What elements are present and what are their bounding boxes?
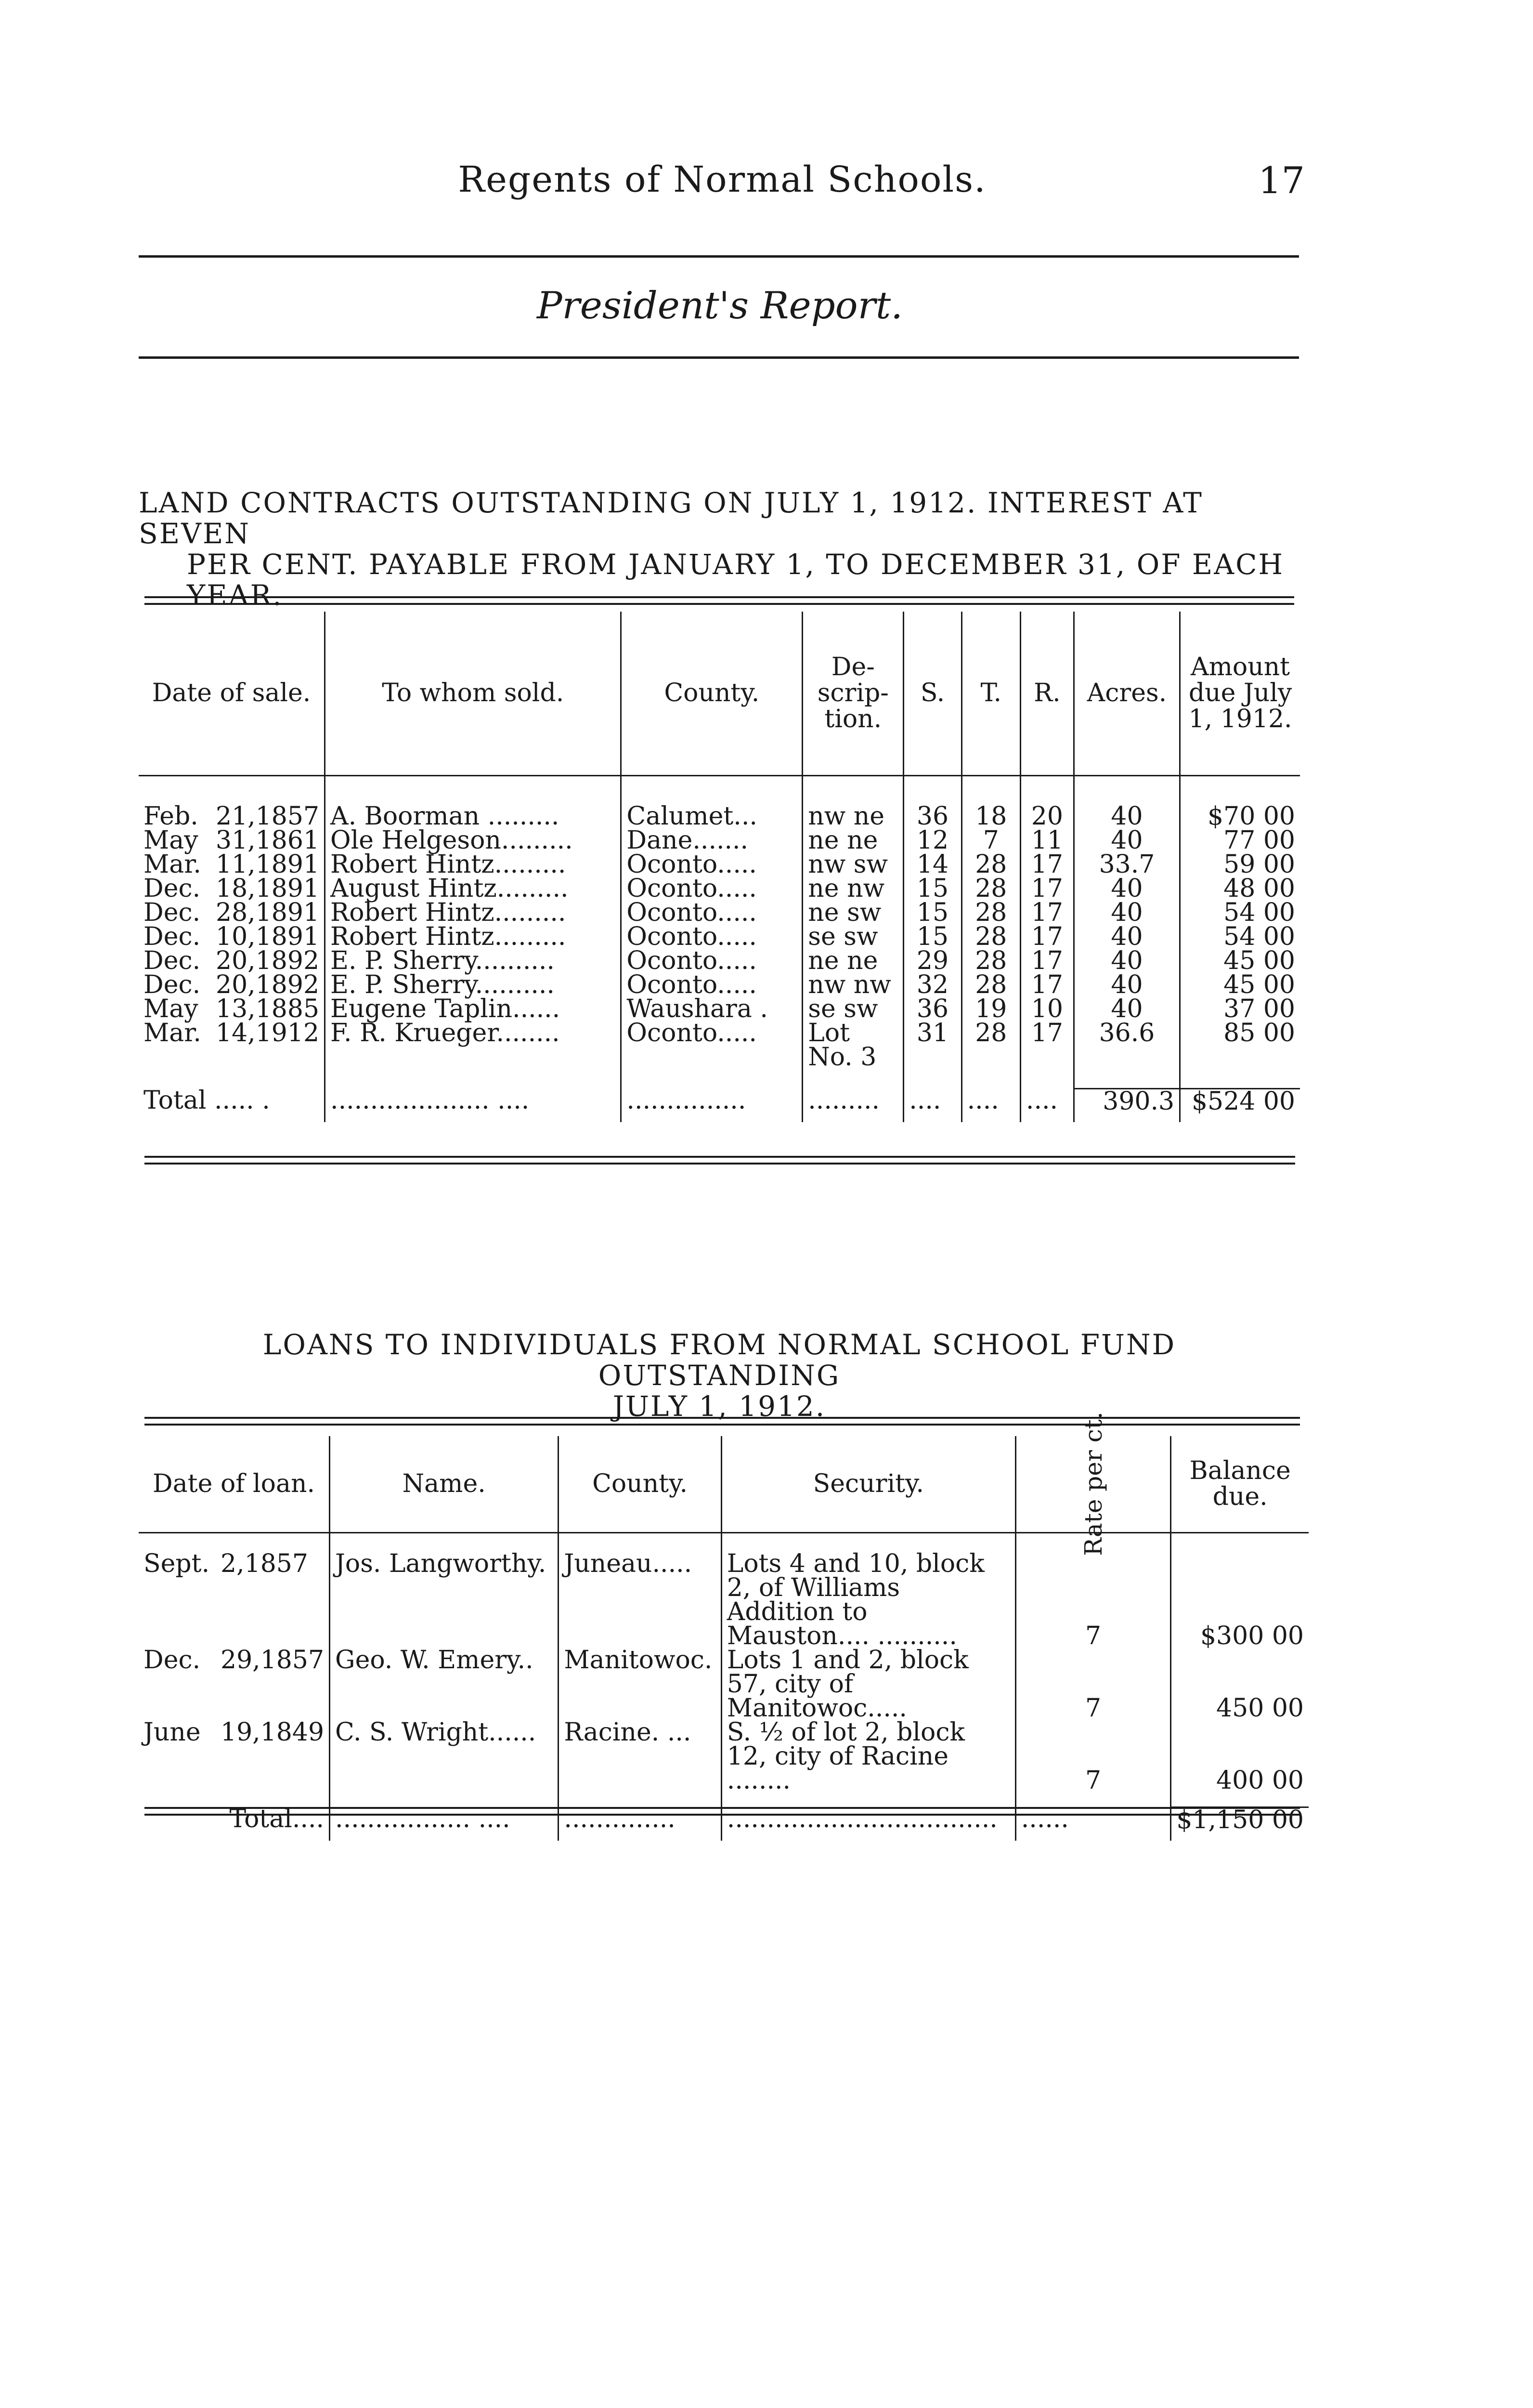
page-number: 17 (1258, 159, 1305, 202)
sale-month: Mar. (143, 1019, 201, 1047)
total-leader: .... (1020, 1088, 1074, 1122)
total-leader: ......... (803, 1088, 904, 1122)
amount-due: 45 00 (1223, 946, 1295, 975)
description: nw nw (803, 973, 904, 997)
buyer-name: Robert Hintz......... (325, 901, 621, 925)
sale-month: May (143, 995, 198, 1023)
amount-due: 45 00 (1223, 970, 1295, 999)
sale-day-year: 10,1891 (216, 922, 320, 951)
county: Oconto..... (621, 925, 803, 949)
section: 31 (904, 1021, 961, 1069)
acres: 40 (1074, 949, 1180, 973)
sale-day-year: 13,1885 (216, 995, 320, 1023)
column-header-rate (1015, 1412, 1171, 1557)
amount-due: 48 00 (1223, 874, 1295, 903)
column-header-balance: Balance due. (1171, 1436, 1309, 1532)
sale-date (139, 946, 325, 975)
table-row (139, 901, 1300, 925)
total-leader: .............. (559, 1807, 721, 1841)
loan-month: Sept. (143, 1549, 210, 1578)
description: ne ne (803, 828, 904, 852)
county: Oconto..... (621, 949, 803, 973)
caption-line: JULY 1, 1912. (612, 1390, 826, 1423)
page-subtitle: President's Report. (536, 284, 903, 327)
sale-month: May (143, 826, 198, 855)
rate: 7 (1015, 1552, 1171, 1648)
buyer-name: F. R. Krueger........ (325, 1021, 621, 1069)
borrower-name: Jos. Langworthy. (330, 1552, 559, 1648)
column-header-name: To whom sold. (325, 612, 621, 775)
column-header-description: De- scrip- tion. (803, 612, 904, 775)
county: Oconto..... (621, 973, 803, 997)
buyer-name: August Hintz......... (325, 877, 621, 901)
rate-header-label: Rate per ct. (1079, 1412, 1107, 1557)
total-leader: .................... .... (325, 1088, 621, 1122)
total-label: Total.... (139, 1807, 330, 1841)
loan-date (139, 1648, 330, 1720)
county: Oconto..... (621, 852, 803, 877)
loans-table (139, 1412, 1309, 1841)
description: nw sw (803, 852, 904, 877)
description: ne sw (803, 901, 904, 925)
loans-rows (139, 1549, 1309, 1795)
county: Oconto..... (621, 877, 803, 901)
amount-due: 85 00 (1223, 1019, 1295, 1047)
buyer-name: Robert Hintz......... (325, 852, 621, 877)
sale-day-year: 20,1892 (216, 946, 320, 975)
sale-day-year: 20,1892 (216, 970, 320, 999)
township: 18 (961, 804, 1020, 828)
total-leader: .... (904, 1088, 961, 1122)
section: 15 (904, 925, 961, 949)
township: 28 (961, 901, 1020, 925)
section: 15 (904, 877, 961, 901)
range: 17 (1020, 1021, 1074, 1069)
table-row (139, 804, 1300, 828)
total-leader: .... (961, 1088, 1020, 1122)
amount-due: 77 00 (1223, 826, 1295, 855)
balance-due: 450 00 (1216, 1694, 1304, 1723)
caption-line: LOANS TO INDIVIDUALS FROM NORMAL SCHOOL FUND OUTSTANDING (262, 1328, 1176, 1392)
range: 17 (1020, 949, 1074, 973)
table-top-double-rule (144, 1417, 1300, 1426)
column-header-date: Date of sale. (139, 612, 325, 775)
range: 11 (1020, 828, 1074, 852)
range: 17 (1020, 877, 1074, 901)
range: 10 (1020, 997, 1074, 1021)
security: S. ½ of lot 2, block 12, city of Racine ........ (721, 1720, 1015, 1793)
table-bottom-double-rule (144, 1156, 1295, 1165)
sale-date (139, 922, 325, 951)
total-row (139, 1088, 1300, 1122)
township: 28 (961, 973, 1020, 997)
sale-date (139, 826, 325, 855)
loans-caption (139, 1329, 1300, 1422)
township: 28 (961, 877, 1020, 901)
column-header-section: S. (904, 612, 961, 775)
balance-due: $300 00 (1200, 1622, 1304, 1650)
sale-date (139, 802, 325, 831)
sale-month: Dec. (143, 898, 201, 927)
sale-day-year: 14,1912 (216, 1019, 320, 1047)
land-contracts-table (139, 612, 1300, 1122)
table-bottom-double-rule (144, 1807, 1300, 1816)
loan-date (139, 1720, 330, 1793)
sale-date (139, 852, 325, 877)
range: 17 (1020, 852, 1074, 877)
range: 17 (1020, 973, 1074, 997)
county: Oconto..... (621, 1021, 803, 1069)
amount-due: 59 00 (1223, 850, 1295, 879)
acres: 40 (1074, 877, 1180, 901)
description: ne ne (803, 949, 904, 973)
amount-due: 37 00 (1223, 995, 1295, 1023)
acres: 40 (1074, 901, 1180, 925)
rate: 7 (1015, 1648, 1171, 1720)
header-rule-bottom (139, 356, 1299, 359)
total-leader: ............... (621, 1088, 803, 1122)
table-top-double-rule (144, 596, 1294, 605)
township: 28 (961, 925, 1020, 949)
sale-month: Dec. (143, 922, 201, 951)
sale-day-year: 11,1891 (216, 850, 320, 879)
section: 14 (904, 852, 961, 877)
table-row (139, 949, 1300, 973)
loan-day-year: 19,1849 (221, 1718, 325, 1747)
loan-month: Dec. (143, 1646, 201, 1675)
buyer-name: Robert Hintz......... (325, 925, 621, 949)
section: 15 (904, 901, 961, 925)
county: Racine. ... (559, 1720, 721, 1793)
amount-due: $70 00 (1208, 802, 1295, 831)
column-header-acres: Acres. (1074, 612, 1180, 775)
township: 19 (961, 997, 1020, 1021)
table-row (139, 1021, 1300, 1069)
range: 20 (1020, 804, 1074, 828)
description: se sw (803, 925, 904, 949)
balance-due: 400 00 (1216, 1766, 1304, 1795)
acres: 40 (1074, 973, 1180, 997)
table-row (139, 1648, 1309, 1720)
acres: 40 (1074, 997, 1180, 1021)
description: nw ne (803, 804, 904, 828)
sale-day-year: 21,1857 (216, 802, 320, 831)
buyer-name: A. Boorman ......... (325, 804, 621, 828)
loan-day-year: 29,1857 (221, 1646, 325, 1675)
township: 28 (961, 852, 1020, 877)
sale-date (139, 970, 325, 999)
section: 29 (904, 949, 961, 973)
amount-due: 54 00 (1223, 898, 1295, 927)
buyer-name: E. P. Sherry.......... (325, 973, 621, 997)
total-leader: ...... (1015, 1807, 1171, 1841)
security: Lots 4 and 10, block 2, of Williams Addition to Mauston.... .......... (721, 1552, 1015, 1648)
caption-line: PER CENT. PAYABLE FROM JANUARY 1, TO DECEMBER 31, OF EACH (187, 548, 1285, 581)
column-header-date: Date of loan. (139, 1436, 330, 1532)
table-row (139, 1552, 1309, 1648)
sale-date (139, 997, 325, 1021)
loan-month: June (143, 1718, 201, 1747)
description: se sw (803, 997, 904, 1021)
caption-line: LAND CONTRACTS OUTSTANDING ON JULY 1, 1912. INTEREST AT SEVEN (139, 486, 1203, 550)
caption-line: YEAR. (187, 579, 283, 612)
total-leader: ................. .... (330, 1807, 559, 1841)
township: 28 (961, 1021, 1020, 1069)
acres: 40 (1074, 804, 1180, 828)
section: 32 (904, 973, 961, 997)
county: Dane....... (621, 828, 803, 852)
total-leader: .................................. (721, 1807, 1015, 1841)
township: 28 (961, 949, 1020, 973)
acres: 40 (1074, 828, 1180, 852)
table-row (139, 877, 1300, 901)
total-acres: 390.3 (1074, 1088, 1180, 1122)
sale-day-year: 31,1861 (216, 826, 320, 855)
total-amount: $524 00 (1180, 1088, 1300, 1122)
county: Calumet... (621, 804, 803, 828)
column-header-amount: Amount due July 1, 1912. (1180, 612, 1300, 775)
description: Lot No. 3 (803, 1021, 904, 1069)
township: 7 (961, 828, 1020, 852)
rate: 7 (1015, 1720, 1171, 1793)
range: 17 (1020, 925, 1074, 949)
amount-due: 54 00 (1223, 922, 1295, 951)
sale-date (139, 898, 325, 927)
column-header-range: R. (1020, 612, 1074, 775)
section: 36 (904, 997, 961, 1021)
column-header-township: T. (961, 612, 1020, 775)
sale-date (139, 1021, 325, 1069)
total-label: Total ..... . (139, 1088, 325, 1122)
table-row (139, 852, 1300, 877)
buyer-name: E. P. Sherry.......... (325, 949, 621, 973)
table-row (139, 828, 1300, 852)
land-contracts-caption (139, 487, 1300, 611)
section: 36 (904, 804, 961, 828)
acres: 33.7 (1074, 852, 1180, 877)
security: Lots 1 and 2, block 57, city of Manitowoc..... (721, 1648, 1015, 1720)
header-rule-top (139, 255, 1299, 258)
sale-month: Dec. (143, 946, 201, 975)
sale-day-year: 18,1891 (216, 874, 320, 903)
table-row (139, 973, 1300, 997)
sale-month: Dec. (143, 970, 201, 999)
borrower-name: C. S. Wright...... (330, 1720, 559, 1793)
sale-day-year: 28,1891 (216, 898, 320, 927)
sale-date (139, 874, 325, 903)
land-contracts-rows (139, 802, 1300, 1072)
column-header-security: Security. (721, 1436, 1015, 1532)
county: Juneau..... (559, 1552, 721, 1648)
table-row (139, 997, 1300, 1021)
loan-day-year: 2,1857 (221, 1549, 308, 1578)
column-header-county: County. (559, 1436, 721, 1532)
county: Waushara . (621, 997, 803, 1021)
table-row (139, 1720, 1309, 1793)
county: Manitowoc. (559, 1648, 721, 1720)
sale-month: Feb. (143, 802, 198, 831)
borrower-name: Geo. W. Emery.. (330, 1648, 559, 1720)
acres: 36.6 (1074, 1021, 1180, 1069)
total-balance: $1,150 00 (1171, 1807, 1309, 1841)
section: 12 (904, 828, 961, 852)
running-title: Regents of Normal Schools. (458, 159, 987, 200)
range: 17 (1020, 901, 1074, 925)
column-header-county: County. (621, 612, 803, 775)
county: Oconto..... (621, 901, 803, 925)
buyer-name: Ole Helgeson......... (325, 828, 621, 852)
sale-month: Mar. (143, 850, 201, 879)
table-row (139, 925, 1300, 949)
column-header-name: Name. (330, 1436, 559, 1532)
sale-month: Dec. (143, 874, 201, 903)
acres: 40 (1074, 925, 1180, 949)
buyer-name: Eugene Taplin...... (325, 997, 621, 1021)
loan-date (139, 1549, 330, 1648)
description: ne nw (803, 877, 904, 901)
